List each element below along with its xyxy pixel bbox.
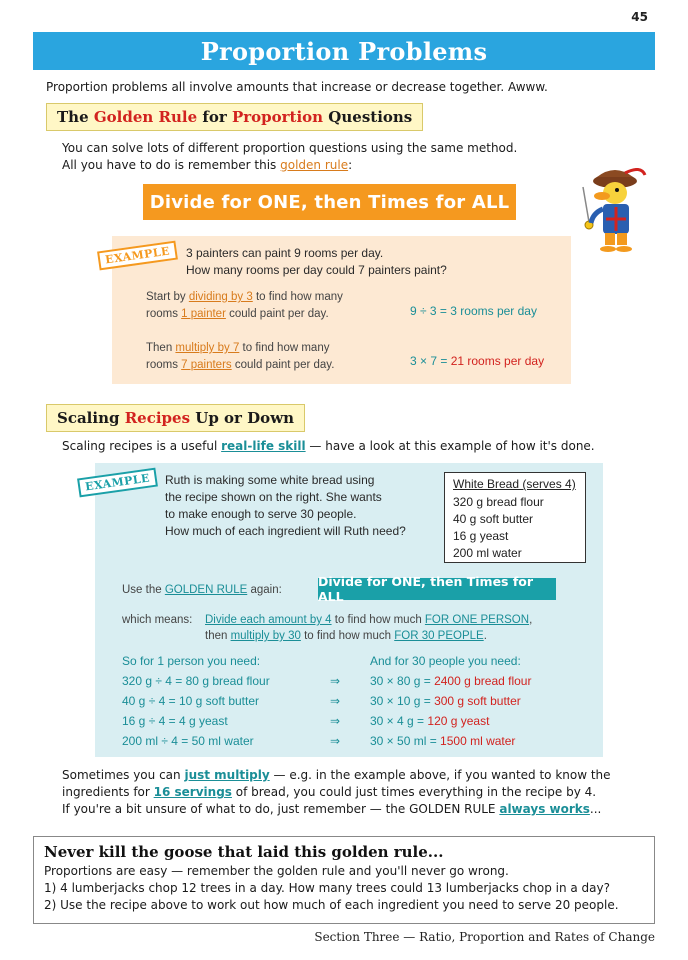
summary-box [33, 836, 655, 924]
question-1: 1) 4 lumberjacks chop 12 trees in a day. How many trees could 13 lumberjacks chop in a day? [44, 881, 610, 895]
recipe-card [444, 472, 586, 563]
scale-left-butter: 40 g ÷ 4 = 10 g soft butter [122, 694, 260, 708]
musketeer-duck-icon [575, 167, 647, 257]
scale-right-yeast: 30 × 4 g = 120 g yeast [370, 714, 490, 728]
recipe-item: 320 g bread flour [453, 495, 544, 509]
arrow-icon: ⇒ [330, 734, 341, 748]
example1-question: 3 painters can paint 9 rooms per day. How many rooms per day could 7 painters paint? [186, 246, 447, 277]
one-person-header: So for 1 person you need: [122, 654, 261, 668]
section-heading-golden-rule: The Golden Rule for Proportion Questions [46, 103, 423, 131]
golden-rule-banner: Divide for ONE, then Times for ALL [143, 184, 516, 220]
footer: Section Three — Ratio, Proportion and Rates of Change [314, 930, 655, 944]
example-tag: EXAMPLE [97, 241, 178, 271]
scale-right-water: 30 × 50 ml = 1500 ml water [370, 734, 516, 748]
scale-left-water: 200 ml ÷ 4 = 50 ml water [122, 734, 254, 748]
section-heading-scaling-recipes: Scaling Recipes Up or Down [46, 404, 305, 432]
scale-right-flour: 30 × 80 g = 2400 g bread flour [370, 674, 532, 688]
arrow-icon: ⇒ [330, 694, 341, 708]
recipe-title: White Bread (serves 4) [453, 477, 576, 491]
thirty-people-header: And for 30 people you need: [370, 654, 521, 668]
summary-line: Proportions are easy — remember the golden rule and you'll never go wrong. [44, 864, 509, 878]
example1-calc2: 3 × 7 = 21 rooms per day [410, 354, 545, 368]
example1-calc1: 9 ÷ 3 = 3 rooms per day [410, 304, 537, 318]
use-golden-rule-text: Use the GOLDEN RULE again: [122, 584, 282, 596]
arrow-icon: ⇒ [330, 674, 341, 688]
example-tag: EXAMPLE [77, 468, 158, 498]
example2-question: Ruth is making some white bread using the recipe shown on the right. She wants to make enough to serve 30 people. How much of each ingredient will Ruth need? [165, 473, 406, 538]
page-number: 45 [631, 10, 648, 24]
golden-rule-link[interactable]: golden rule [280, 158, 349, 172]
recipe-item: 16 g yeast [453, 529, 509, 543]
16-servings-link[interactable]: 16 servings [153, 785, 232, 799]
recipe-item: 40 g soft butter [453, 512, 534, 526]
scale-left-flour: 320 g ÷ 4 = 80 g bread flour [122, 674, 270, 688]
intro-text: Proportion problems all involve amounts that increase or decrease together. Awww. [46, 80, 548, 94]
recipe-item: 200 ml water [453, 546, 522, 560]
arrow-icon: ⇒ [330, 714, 341, 728]
summary-title: Never kill the goose that laid this golden rule... [44, 843, 444, 861]
after-example-text: Sometimes you can just multiply — e.g. in the example above, if you wanted to know the ingredients for 16 servings of bread, you could just times everything in the recipe by 4. If you're a bit unsure of what to do, just remember — the GOLDEN RULE always works... [62, 768, 611, 816]
just-multiply-link[interactable]: just multiply [184, 768, 270, 782]
section1-text: You can solve lots of different proportion questions using the same method. All you have to do is remember this golden rule: [62, 141, 518, 172]
scale-left-yeast: 16 g ÷ 4 = 4 g yeast [122, 714, 228, 728]
which-means-line2: then multiply by 30 to find how much FOR 30 PEOPLE. [205, 630, 487, 642]
question-2: 2) Use the recipe above to work out how much of each ingredient you need to serve 20 people. [44, 898, 619, 912]
example1-step2: Then multiply by 7 to find how many rooms 7 painters could paint per day. [146, 342, 335, 371]
scale-right-butter: 30 × 10 g = 300 g soft butter [370, 694, 521, 708]
example1-step1: Start by dividing by 3 to find how many rooms 1 painter could paint per day. [146, 291, 343, 320]
which-means-label: which means: [122, 614, 193, 626]
always-works-link[interactable]: always works [499, 802, 590, 816]
title-banner [33, 32, 655, 70]
golden-rule-banner-teal: Divide for ONE, then Times for ALL [318, 578, 556, 600]
page-title: Proportion Problems [200, 36, 488, 66]
real-life-skill-link[interactable]: real-life skill [221, 439, 306, 453]
which-means-line1: Divide each amount by 4 to find how much FOR ONE PERSON, [205, 614, 533, 626]
section2-text: Scaling recipes is a useful real-life skill — have a look at this example of how it's done. [62, 439, 595, 453]
